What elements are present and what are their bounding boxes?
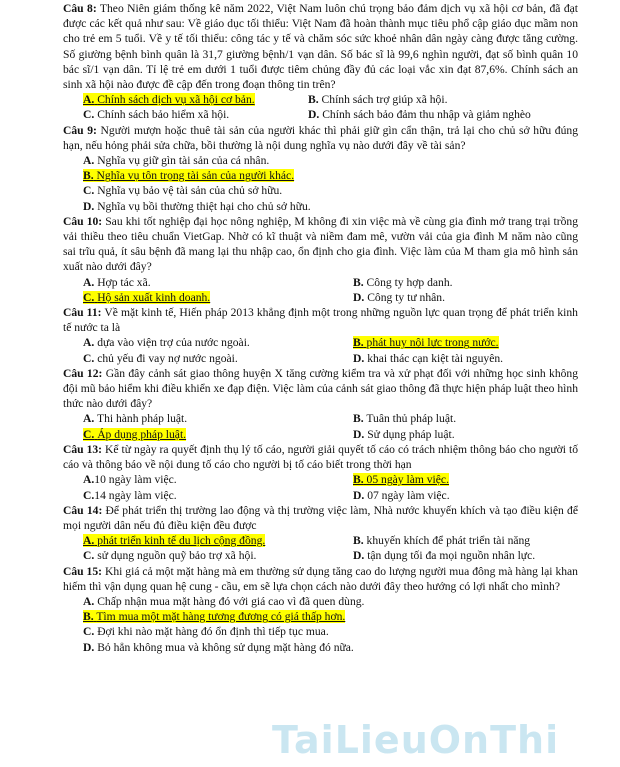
option-row (63, 411, 578, 426)
question-11 (63, 305, 578, 335)
question-number: Câu 8: (63, 2, 97, 15)
option-13c[interactable]: C.14 ngày làm việc. (83, 488, 177, 502)
option-14c[interactable]: C. sử dụng nguồn quỹ bảo trợ xã hội. (83, 549, 257, 563)
option-13a[interactable]: A.10 ngày làm việc. (83, 473, 177, 487)
option-10d[interactable]: D. Công ty tư nhân. (353, 290, 445, 304)
option-row (63, 107, 578, 122)
option-11d[interactable]: D. khai thác cạn kiệt tài nguyên. (353, 351, 504, 365)
question-12 (63, 366, 578, 412)
option-9b[interactable]: B. Nghĩa vụ tôn trọng tài sản của người khác. (83, 169, 295, 183)
question-10 (63, 214, 578, 275)
question-stem: Về mặt kinh tế, Hiến pháp 2013 khẳng định một trong những nguồn lực quan trọng để phát triển kinh tế nước ta là (63, 306, 578, 335)
option-12d[interactable]: D. Sử dụng pháp luật. (353, 427, 455, 441)
option-row (63, 472, 578, 487)
option-row (63, 533, 578, 548)
option-8a[interactable]: A. Chính sách dịch vụ xã hội cơ bản. (83, 93, 255, 107)
question-15 (63, 564, 578, 594)
option-row (63, 335, 578, 350)
option-13b[interactable]: B. 05 ngày làm việc. (353, 473, 449, 487)
watermark-logo: TaiLieuOnThi (272, 718, 560, 762)
question-8 (63, 1, 578, 92)
option-8b[interactable]: B. Chính sách trợ giúp xã hội. (308, 93, 448, 107)
option-11c[interactable]: C. chủ yếu đi vay nợ nước ngoài. (83, 351, 238, 365)
question-stem: Theo Niên giám thống kê năm 2022, Việt Nam luôn chú trọng bảo đảm dịch vụ xã hội cơ bản, đã đạt được các kết quả như sau: Về giáo dục tối thiểu: Việt Nam đã hoàn thành mục tiêu phổ cập giáo dục mầm non cho trẻ em 5 tuổi. Về y tế tối thiểu: công tác y tế và chăm sóc sức khoẻ nhân dân ngày càng được tăng cường. Số giường bệnh bình quân là 31,7 giường bệnh/1 vạn dân. Số bác sĩ là 99,6 nghìn người, đạt số bình quân 10 bác sĩ/1 vạn dân. Tỉ lệ trẻ em dưới 1 tuổi được tiêm chủng đầy đủ các loại vắc xin đạt 87,6%. Chính sách an sinh xã hội nào được đề cập đến trong đoạn thông tin trên? (63, 2, 578, 92)
question-number: Câu 13: (63, 442, 103, 456)
question-number: Câu 15: (63, 564, 103, 578)
option-11a[interactable]: A. dựa vào viện trợ của nước ngoài. (83, 336, 250, 350)
option-9c[interactable]: C. Nghĩa vụ bảo vệ tài sản của chủ sở hữu. (83, 184, 283, 198)
option-row (63, 548, 578, 563)
option-15d[interactable]: D. Bỏ hẳn không mua và không sử dụng mặt hàng đó nữa. (83, 640, 354, 654)
question-13 (63, 442, 578, 472)
option-8d[interactable]: D. Chính sách bảo đảm thu nhập và giảm nghèo (308, 108, 531, 122)
option-9a[interactable]: A. Nghĩa vụ giữ gìn tài sản của cá nhân. (83, 154, 270, 168)
question-stem: Kể từ ngày ra quyết định thụ lý tố cáo, người giải quyết tố cáo có trách nhiệm thông báo cho người tố cáo và thông báo về nội dung tố cáo cho người bị tố cáo biết trong thời hạn (63, 442, 578, 472)
question-stem: Gần đây cảnh sát giao thông huyện X tăng cường kiểm tra và xử phạt đối với những học sinh không đội mũ bảo hiểm khi điều khiển xe đạp điện. Việc làm của cảnh sát giao thông đã thực hiện pháp luật theo hình thức nào dưới đây? (63, 366, 579, 411)
option-10a[interactable]: A. Hợp tác xã. (83, 275, 151, 289)
option-12b[interactable]: B. Tuân thủ pháp luật. (353, 412, 457, 426)
option-12a[interactable]: A. Thi hành pháp luật. (83, 412, 188, 426)
option-14b[interactable]: B. khuyến khích để phát triển tài năng (353, 534, 531, 548)
question-stem: Người mượn hoặc thuê tài sản của người khác thì phải giữ gìn cẩn thận, trả lại cho chủ sở hữu đúng hạn, nếu hỏng phải sửa chữa, bồi thường là nội dung nghĩa vụ nào dưới đây về tài sản? (63, 123, 578, 152)
question-number: Câu 14: (63, 503, 103, 517)
option-row (63, 427, 578, 442)
option-15c[interactable]: C. Đợi khi nào mặt hàng đó ổn định thì tiếp tục mua. (83, 625, 329, 639)
question-number: Câu 12: (63, 366, 103, 380)
option-row (63, 92, 578, 107)
option-9d[interactable]: D. Nghĩa vụ bồi thường thiệt hại cho chủ sở hữu. (83, 199, 311, 213)
option-12c[interactable]: C. Áp dụng pháp luật. (83, 427, 187, 441)
option-row (63, 275, 578, 290)
option-row (63, 488, 578, 503)
question-stem: Sau khi tốt nghiệp đại học nông nghiệp, M không đi xin việc mà về cùng gia đình mở trang trại trồng vải thiều theo tiêu chuẩn VietGap. Nhờ có kĩ thuật và niềm đam mê, vườn vải của gia đình M năm nào cũng sai trĩu quả, ít sâu bệnh đã mang lại thu nhập cao, ổn định cho gia đình. Việc làm của M tham gia mô hình sản xuất nào dưới đây? (63, 214, 578, 274)
question-stem: Khi giá cả một mặt hàng mà em thường sử dụng tăng cao do lượng người mua đông mà hàng lại khan hiếm thì vận dụng quan hệ cung - cầu, em sẽ lựa chọn cách nào dưới đây theo hướng có lợi nhất cho mình? (63, 564, 578, 593)
option-row (63, 290, 578, 305)
option-14d[interactable]: D. tận dụng tối đa mọi nguồn nhân lực. (353, 549, 536, 563)
question-number: Câu 11: (63, 306, 102, 320)
option-10c[interactable]: C. Hộ sản xuất kinh doanh. (83, 290, 211, 304)
option-8c[interactable]: C. Chính sách bảo hiểm xã hội. (83, 108, 230, 122)
option-14a[interactable]: A. phát triển kinh tế du lịch cộng đồng. (83, 534, 266, 548)
option-15a[interactable]: A. Chấp nhận mua mặt hàng đó với giá cao vì đã quen dùng. (83, 594, 365, 608)
question-number: Câu 10: (63, 214, 103, 228)
option-13d[interactable]: D. 07 ngày làm việc. (353, 488, 450, 502)
question-14 (63, 503, 578, 533)
option-row (63, 351, 578, 366)
option-15b[interactable]: B. Tìm mua một mặt hàng tương đương có giá thấp hơn. (83, 610, 346, 624)
exam-page (63, 1, 578, 655)
option-10b[interactable]: B. Công ty hợp danh. (353, 275, 453, 289)
question-stem: Để phát triển thị trường lao động và thị trường việc làm, Nhà nước khuyến khích và tạo điều kiện để mọi người dân nếu đủ điều kiện đều được (63, 503, 578, 532)
option-11b[interactable]: B. phát huy nội lực trong nước. (353, 336, 499, 350)
question-9 (63, 123, 578, 153)
question-number: Câu 9: (63, 123, 97, 137)
